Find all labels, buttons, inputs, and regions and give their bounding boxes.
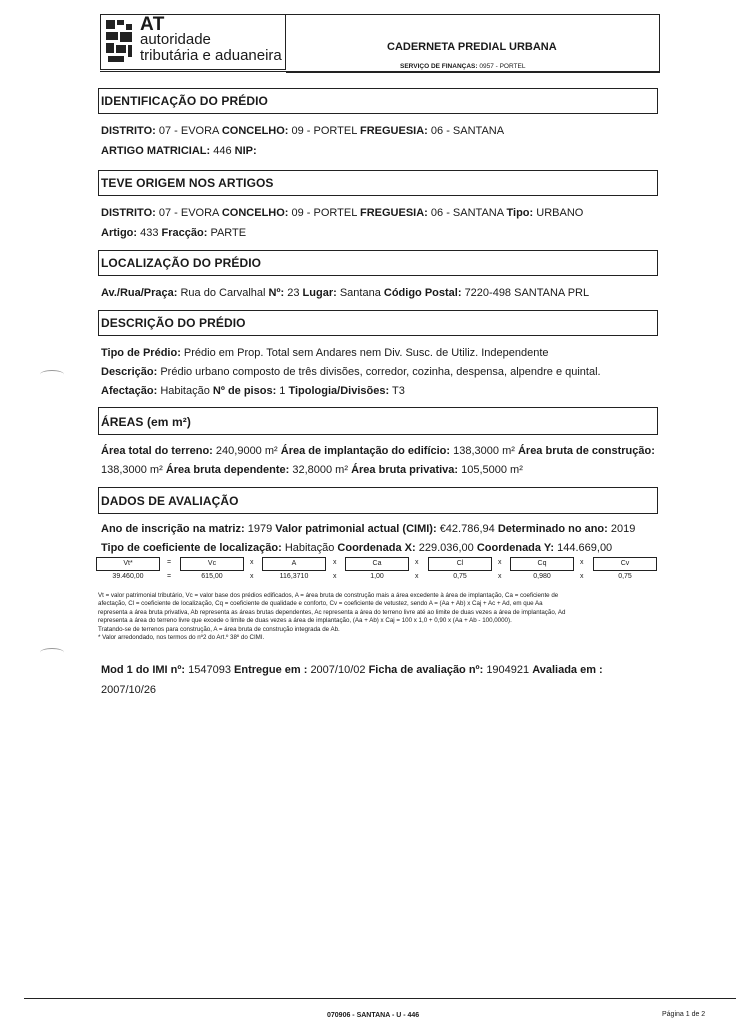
identificacao-artigo-line: [101, 145, 257, 157]
label: ARTIGO MATRICIAL:: [101, 145, 211, 157]
at-logo-icon: [104, 18, 134, 64]
logo-line-2: tributária e aduaneira: [140, 47, 282, 64]
label: Avaliada em :: [532, 664, 603, 676]
distrito-value: 07 - EVORA: [158, 125, 219, 137]
label: Área de implantação do edifício:: [280, 445, 451, 457]
label: DISTRITO:: [101, 207, 156, 219]
descricao-value: Prédio urbano composto de três divisões, corredor, cozinha, despensa, alpendre e quintal.: [160, 366, 601, 378]
area-bruta-dependente-value: 32,8000 m²: [292, 464, 349, 476]
area-bruta-construcao-value: 138,3000 m²: [101, 464, 163, 476]
descricao-tipo-line: [101, 347, 549, 359]
label: Ficha de avaliação nº:: [368, 664, 484, 676]
formula-operator: x: [580, 559, 584, 566]
formula-header-vc: Vc: [180, 557, 244, 571]
origem-location-line: [101, 207, 583, 219]
concelho-value: 09 - PORTEL: [291, 207, 357, 219]
logo-line-1: autoridade: [140, 31, 211, 48]
avaliacao-line-2: [101, 542, 612, 554]
label: Mod 1 do IMI nº:: [101, 664, 186, 676]
areas-line-2: [101, 464, 523, 476]
label: Artigo:: [101, 227, 138, 239]
formula-header-ca: Ca: [345, 557, 409, 571]
label: Descrição:: [101, 366, 158, 378]
label: Tipo de Prédio:: [101, 347, 181, 359]
determinado-ano-value: 2019: [610, 523, 636, 535]
section-title-descricao: DESCRIÇÃO DO PRÉDIO: [98, 310, 658, 336]
note-line: * Valor arredondado, nos termos do nº2 do Art.º 38º do CIMI.: [98, 634, 265, 642]
formula-header-cl: Cl: [428, 557, 492, 571]
origem-artigo-line: [101, 227, 246, 239]
formula-value-cl: 0,75: [453, 573, 467, 580]
tipologia-value: T3: [392, 385, 405, 397]
formula-value-cv: 0,75: [618, 573, 632, 580]
formula-notes: [98, 592, 658, 642]
formula-operator: x: [580, 573, 584, 580]
concelho-value: 09 - PORTEL: [291, 125, 357, 137]
formula-header-vt: Vt*: [96, 557, 160, 571]
label: CONCELHO:: [221, 125, 289, 137]
formula-value-vt: 39.460,00: [112, 573, 144, 580]
section-title-avaliacao: DADOS DE AVALIAÇÃO: [98, 487, 658, 514]
label: Tipologia/Divisões:: [288, 385, 390, 397]
freguesia-value: 06 - SANTANA: [430, 125, 505, 137]
label: DISTRITO:: [101, 125, 156, 137]
avaliacao-line-1: [101, 523, 635, 535]
freguesia-value: 06 - SANTANA: [430, 207, 504, 219]
label: Fracção:: [161, 227, 208, 239]
avaliada-value: 2007/10/26: [101, 684, 157, 696]
coordenada-x-value: 229.036,00: [418, 542, 474, 554]
page-number: Página 1 de 2: [662, 1011, 706, 1018]
localizacao-line: [101, 287, 589, 299]
label: Entregue em :: [234, 664, 308, 676]
codigo-postal-value: 7220-498 SANTANA PRL: [464, 287, 590, 299]
artigo-value: 446: [213, 145, 232, 157]
ficha-value: 1904921: [486, 664, 530, 676]
service-office: [400, 63, 525, 70]
formula-value-a: 116,3710: [279, 573, 309, 580]
footer-code: 070906 - SANTANA - U - 446: [327, 1012, 420, 1019]
note-line: afectação, Cl = coeficiente de localização, Cq = coeficiente de qualidade e conforto, Cv = coeficiente de vetustez, sendo A = (Aa + Ab) x Caj + Ac + Ad, em que Aa: [98, 600, 543, 608]
rua-value: Rua do Carvalhal: [180, 287, 266, 299]
tipo-predio-value: Prédio em Prop. Total sem Andares nem Div. Susc. de Utiliz. Independente: [183, 347, 549, 359]
formula-operator: =: [167, 573, 172, 580]
footer-divider: [24, 998, 736, 999]
section-title-areas: ÁREAS (em m²): [98, 407, 658, 435]
header-divider: [286, 72, 660, 73]
entregue-value: 2007/10/02: [310, 664, 366, 676]
formula-value-ca: 1,00: [370, 573, 384, 580]
valor-patrimonial-value: €42.786,94: [439, 523, 495, 535]
note-line: Vt = valor patrimonial tributário, Vc = valor base dos prédios edificados, A = área bruta de construção mais a área excedente à área de implantação, Ca = coeficiente de: [98, 592, 559, 599]
section-title-identificacao: IDENTIFICAÇÃO DO PRÉDIO: [98, 88, 658, 114]
service-label: SERVIÇO DE FINANÇAS:: [400, 63, 478, 70]
section-title-origem: TEVE ORIGEM NOS ARTIGOS: [98, 170, 658, 196]
formula-header-cq: Cq: [510, 557, 574, 571]
formula-value-vc: 615,00: [201, 573, 223, 580]
artigo-value: 433: [140, 227, 159, 239]
formula-header-a: A: [262, 557, 326, 571]
formula-header-cv: Cv: [593, 557, 657, 571]
fraccao-value: PARTE: [210, 227, 247, 239]
descricao-afectacao-line: [101, 385, 405, 397]
mod-imi-value: 1547093: [188, 664, 231, 676]
area-implantacao-value: 138,3000 m²: [453, 445, 515, 457]
label: Lugar:: [302, 287, 337, 299]
label: Nº de pisos:: [212, 385, 277, 397]
binder-hole-mark: [40, 370, 64, 379]
formula-operator: x: [498, 559, 502, 566]
afectacao-value: Habitação: [160, 385, 210, 397]
binder-hole-mark: [40, 648, 64, 657]
label: Área total do terreno:: [101, 445, 213, 457]
coordenada-y-value: 144.669,00: [557, 542, 613, 554]
label: Ano de inscrição na matriz:: [101, 523, 245, 535]
label: Valor patrimonial actual (CIMI):: [275, 523, 437, 535]
label: Nº:: [268, 287, 285, 299]
formula-operator: x: [250, 559, 254, 566]
label: Tipo:: [506, 207, 534, 219]
tipo-value: URBANO: [536, 207, 584, 219]
label: Coordenada Y:: [476, 542, 555, 554]
pisos-value: 1: [279, 385, 286, 397]
label: FREGUESIA:: [360, 207, 428, 219]
note-line: Tratando-se de terrenos para construção, A = área bruta de construção integrada de Ab.: [98, 625, 340, 633]
lugar-value: Santana: [339, 287, 381, 299]
label: Tipo de coeficiente de localização:: [101, 542, 282, 554]
descricao-text-line: [101, 366, 601, 378]
document-title: CADERNETA PREDIAL URBANA: [387, 41, 557, 53]
coeficiente-value: Habitação: [284, 542, 335, 554]
formula-operator: x: [250, 573, 254, 580]
numero-value: 23: [287, 287, 300, 299]
formula-operator: x: [415, 559, 419, 566]
note-line: representa a área do terreno livre que excede o limite de duas vezes a área de implantação, (Aa + Ab) x Caj = 100 x 1,0 + 0,90 x (Aa + Ab - 100,0000).: [98, 617, 512, 625]
label: FREGUESIA:: [360, 125, 428, 137]
service-value: 0957 - PORTEL: [479, 63, 526, 70]
label: Determinado no ano:: [497, 523, 608, 535]
avaliacao-date-line: [101, 684, 156, 696]
label: Área bruta de construção:: [517, 445, 655, 457]
label: Área bruta dependente:: [165, 464, 290, 476]
distrito-value: 07 - EVORA: [158, 207, 219, 219]
label: Código Postal:: [383, 287, 462, 299]
section-title-localizacao: LOCALIZAÇÃO DO PRÉDIO: [98, 250, 658, 276]
area-terreno-value: 240,9000 m²: [215, 445, 278, 457]
avaliacao-mod-line: [101, 664, 603, 676]
area-bruta-privativa-value: 105,5000 m²: [461, 464, 523, 476]
label: Afectação:: [101, 385, 158, 397]
formula-operator: =: [167, 559, 172, 566]
formula-operator: x: [498, 573, 502, 580]
label: Área bruta privativa:: [351, 464, 459, 476]
label: CONCELHO:: [221, 207, 289, 219]
identificacao-location-line: [101, 125, 504, 137]
label: NIP:: [234, 145, 257, 157]
label: Av./Rua/Praça:: [101, 287, 178, 299]
ano-inscricao-value: 1979: [247, 523, 273, 535]
label: Coordenada X:: [337, 542, 416, 554]
formula-operator: x: [333, 559, 337, 566]
formula-operator: x: [415, 573, 419, 580]
formula-operator: x: [333, 573, 337, 580]
formula-value-cq: 0,980: [533, 573, 551, 580]
logo-abbr: AT: [140, 14, 165, 35]
areas-line-1: [101, 445, 655, 457]
note-line: representa a área bruta privativa, Ab representa as áreas brutas dependentes, Ac representa a área do terreno livre até ao limite de duas vezes a área de implantação, Ad: [98, 608, 566, 616]
